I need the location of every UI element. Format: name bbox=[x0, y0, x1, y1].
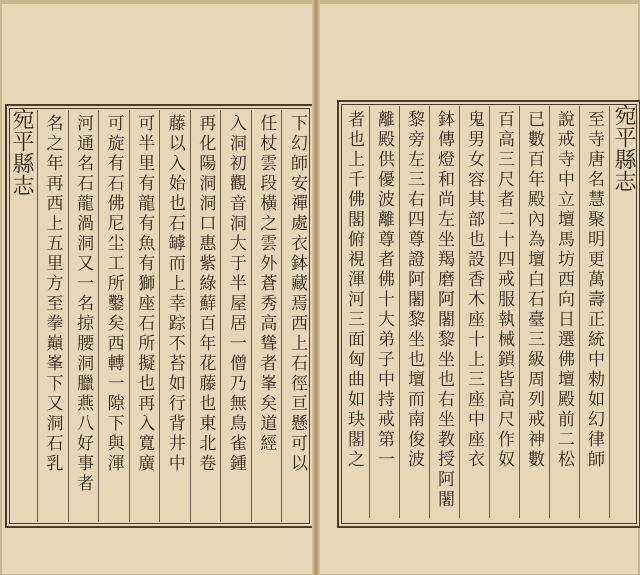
text-column: 已數百年殿內為壇白石臺三級周列戒神數 bbox=[524, 110, 544, 470]
column-rule bbox=[220, 110, 221, 522]
page-heart bbox=[9, 108, 35, 524]
column-rule bbox=[129, 110, 130, 522]
page-heart bbox=[611, 104, 637, 520]
text-column: 名之年再西上五里方至拳巔峯下又洞石乳 bbox=[42, 114, 63, 474]
column-rule bbox=[489, 106, 490, 518]
text-column: 者也上千佛閣俯視渾河三面匈曲如玦閣之 bbox=[344, 110, 364, 470]
header-title: 宛平縣志 bbox=[611, 104, 636, 192]
text-column: 黎旁左三右四尊證阿闍黎坐也壇而南俊波 bbox=[404, 110, 424, 470]
left-page bbox=[2, 4, 315, 574]
heart-rule bbox=[37, 110, 38, 522]
column-rule bbox=[251, 110, 252, 522]
column-rule bbox=[98, 110, 99, 522]
text-column: 可旋有石佛尼尘工所鑿矣西轉一隙下與渾 bbox=[103, 114, 124, 474]
column-rule bbox=[579, 106, 580, 518]
text-column: 鉢傳燈和尚左坐羯磨阿闍黎坐也右坐教授阿闍 bbox=[434, 110, 454, 510]
column-rule bbox=[429, 106, 430, 518]
column-rule bbox=[190, 110, 191, 522]
text-column: 再化陽洞洞口惠紫綠蘚百年花藤也東北卷 bbox=[195, 114, 216, 474]
text-column: 河通名石龍渦洞又一名掠腰洞臘燕八好事者 bbox=[73, 114, 94, 494]
text-column: 百高三尺者二十四戒服執械鎖皆高尺作奴 bbox=[494, 110, 514, 470]
text-column: 藤以入始也石罅而上幸踪不苔如行背井中 bbox=[164, 114, 185, 474]
text-column: 至寺唐名慧聚明更萬壽正統中勑如幻律師 bbox=[584, 110, 604, 470]
text-column: 入洞初觀音洞大于半屋居一僧乃無鳥雀鍾 bbox=[225, 114, 246, 474]
column-rule bbox=[399, 106, 400, 518]
left-text-frame bbox=[5, 104, 314, 528]
text-column: 說戒寺中立壇馬坊西向日選佛壇殿前二松 bbox=[554, 110, 574, 470]
column-rule bbox=[519, 106, 520, 518]
text-column: 離殿供優波離尊者佛十大弟子中持戒第一 bbox=[374, 110, 394, 470]
column-rule bbox=[68, 110, 69, 522]
book-spine bbox=[312, 0, 320, 575]
heart-rule bbox=[609, 106, 610, 518]
column-rule bbox=[459, 106, 460, 518]
right-page bbox=[318, 4, 638, 574]
text-column: 任杖雲段橫之雲外蒼秀高聳者峯矣道經 bbox=[256, 114, 277, 454]
text-column: 下幻師安禪處衣鉢藏焉西上石徑亘懸可以 bbox=[286, 114, 307, 474]
column-rule bbox=[281, 110, 282, 522]
right-text-frame bbox=[337, 100, 640, 528]
column-rule bbox=[159, 110, 160, 522]
text-column: 鬼男女容其部也設香木座十上三座中座衣 bbox=[464, 110, 484, 470]
column-rule bbox=[369, 106, 370, 518]
text-column: 可半里有龍有魚有獅座石所擬也再入寬廣 bbox=[134, 114, 155, 474]
column-rule bbox=[549, 106, 550, 518]
header-title: 宛平縣志 bbox=[9, 108, 34, 196]
